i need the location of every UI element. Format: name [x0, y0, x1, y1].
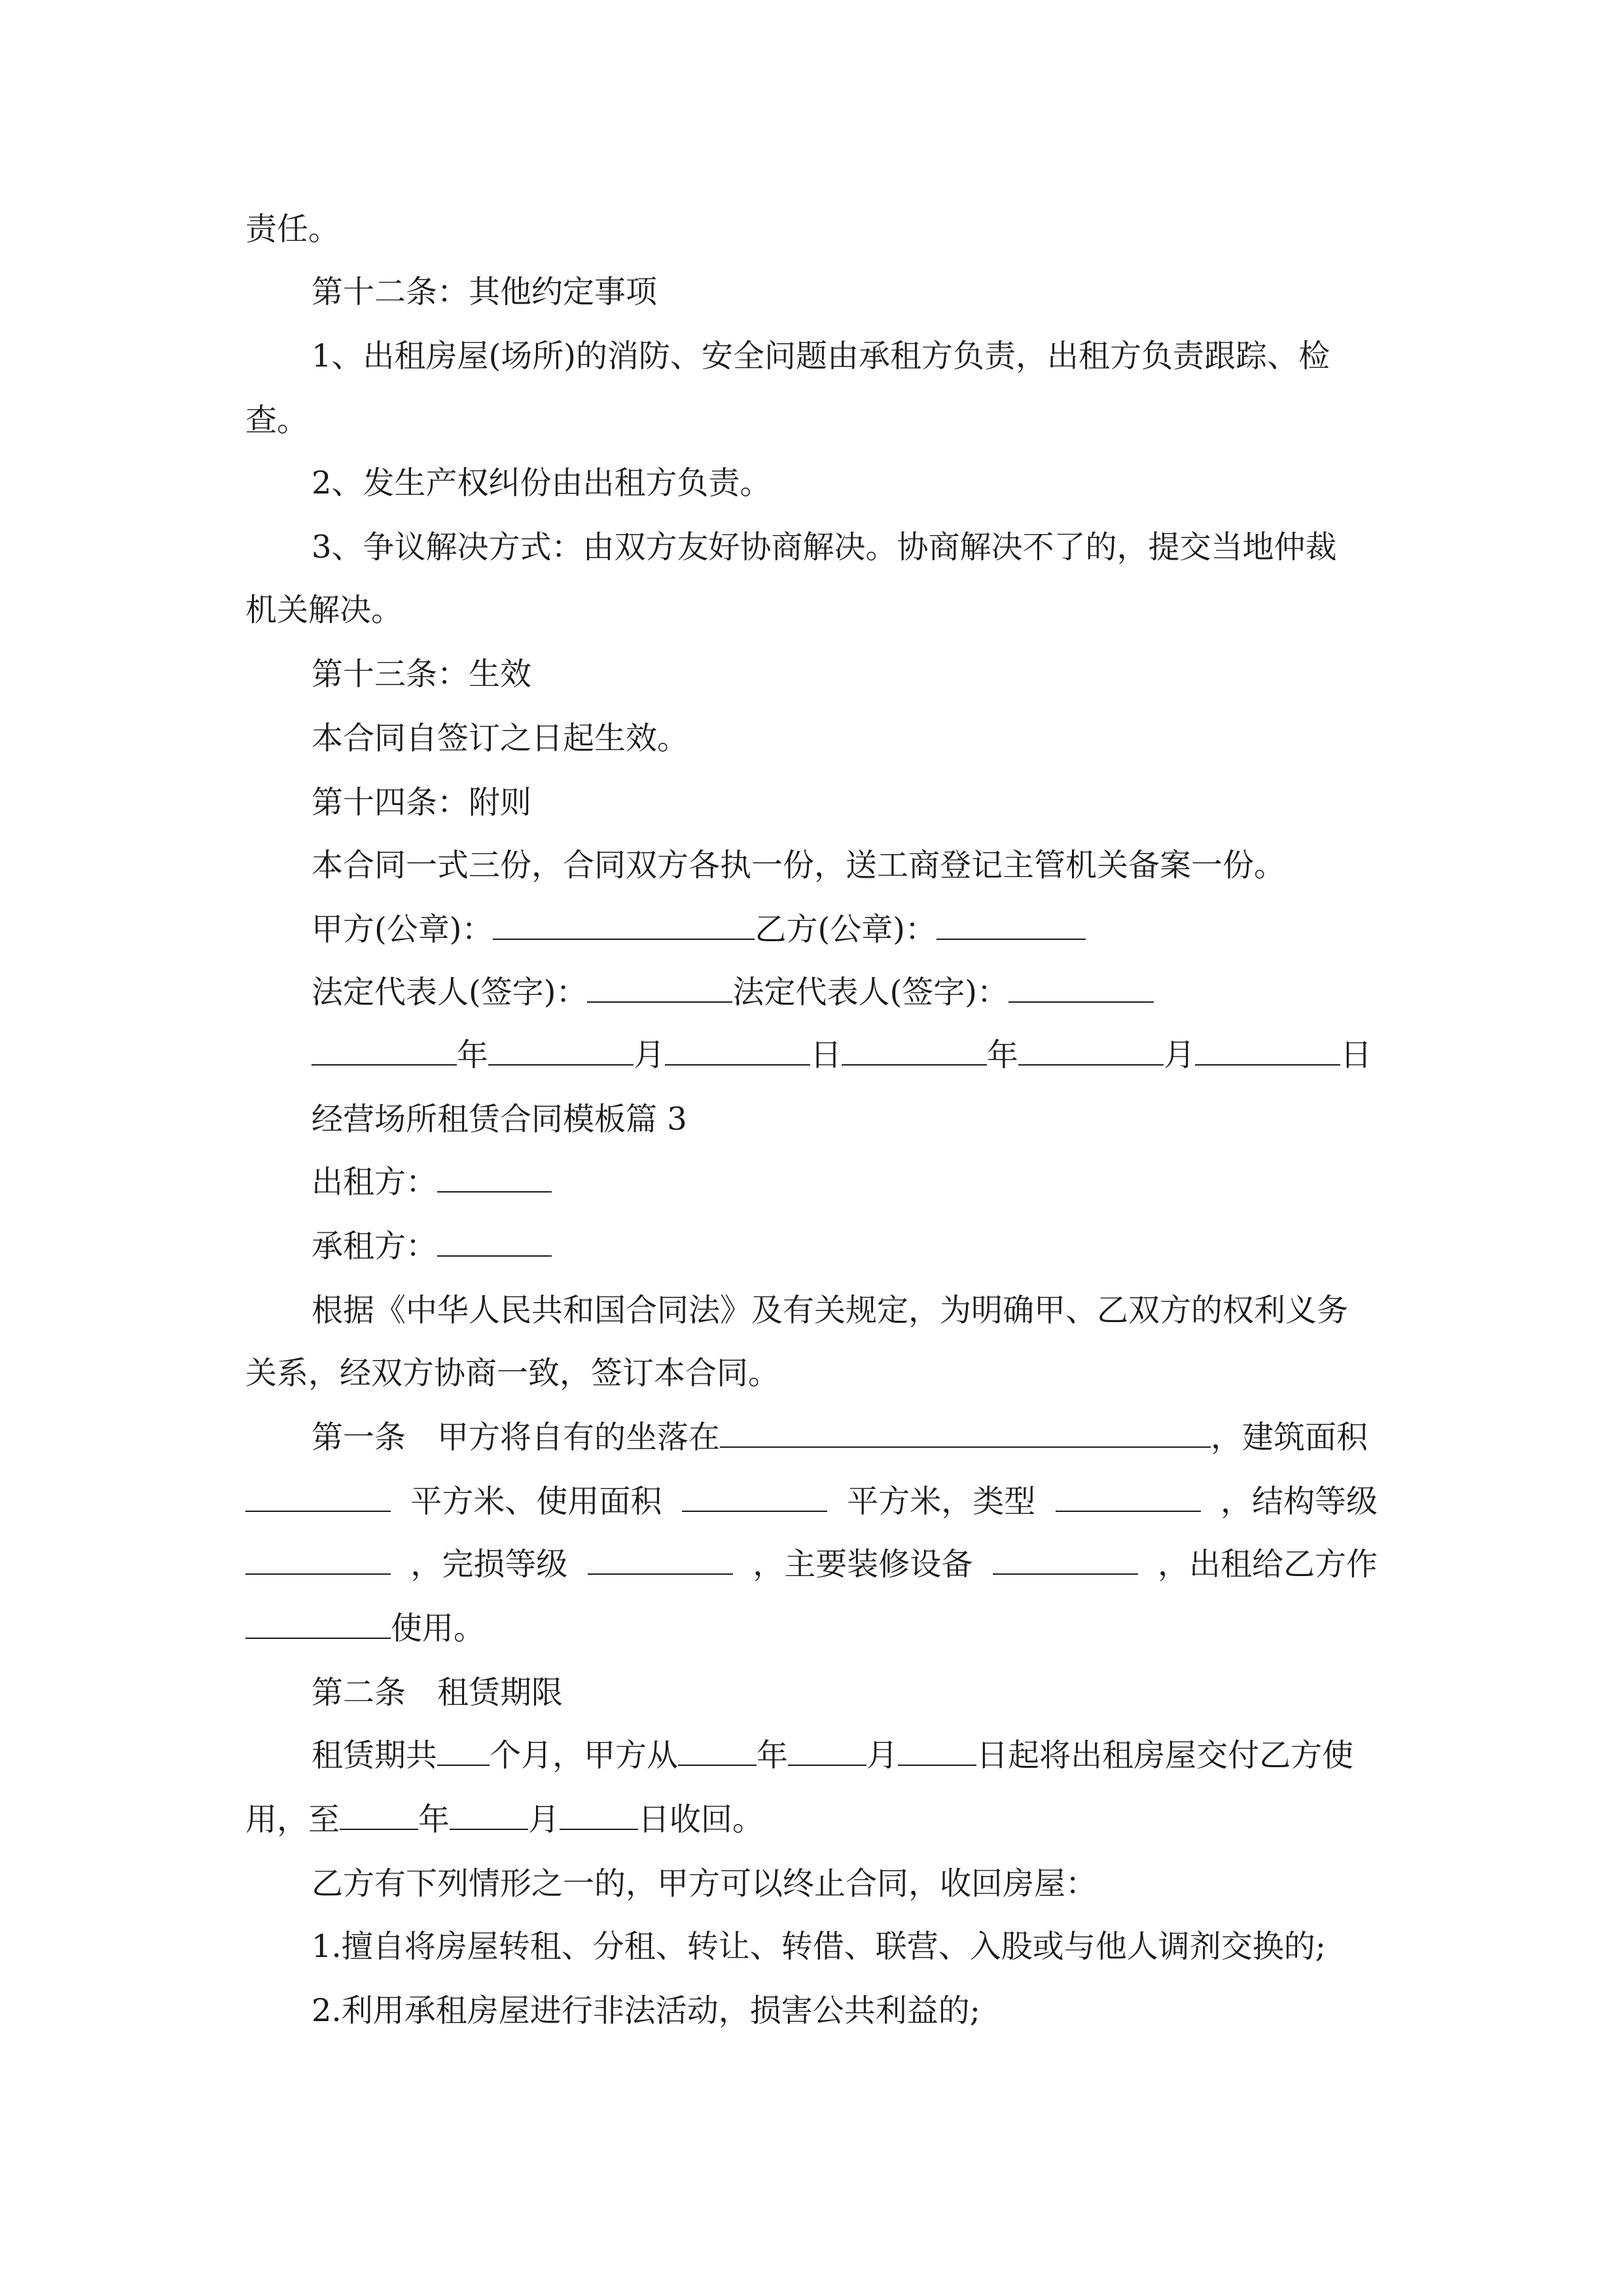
signature-seal-line — [0, 908, 1623, 950]
text: 关系，经双方协商一致，签订本合同。 — [245, 1355, 780, 1391]
text: 机关解决。 — [245, 592, 403, 628]
text-line — [0, 526, 1623, 568]
text: 第二条 租赁期限 — [312, 1674, 563, 1711]
lessee-label: 承租方： — [312, 1228, 438, 1265]
equipment-blank — [993, 1543, 1138, 1575]
lease-term-line — [0, 1734, 1623, 1776]
text-line — [0, 717, 1623, 759]
text: 个月，甲方从 — [490, 1737, 679, 1774]
text-line — [0, 589, 1623, 631]
location-blank — [720, 1416, 1211, 1448]
date-blank — [1018, 1034, 1164, 1066]
party-a-seal-label: 甲方(公章)： — [312, 911, 493, 948]
text: 1.擅自将房屋转租、分租、转让、转借、联营、入股或与他人调剂交换的; — [312, 1928, 1326, 1965]
start-day-blank — [898, 1734, 976, 1766]
date-blank — [842, 1034, 987, 1066]
document-title — [0, 1098, 1623, 1140]
text-line — [0, 1289, 1623, 1331]
text: 2、发生产权纠份由出租方负责。 — [312, 465, 772, 501]
text: 责任。 — [245, 211, 340, 247]
year-label: 年 — [987, 1037, 1019, 1073]
type-blank — [1056, 1480, 1201, 1512]
usable-area-blank — [682, 1480, 827, 1512]
text: 1、出租房屋(场所)的消防、安全问题由承租方负责，出租方负责跟踪、检 — [312, 338, 1330, 374]
section-heading-13 — [0, 653, 1623, 695]
date-blank — [1195, 1034, 1340, 1066]
usage-blank — [245, 1607, 391, 1639]
year-label: 年 — [418, 1801, 450, 1838]
text: 查。 — [245, 402, 309, 439]
article-1-line — [0, 1607, 1623, 1649]
text: 经营场所租赁合同模板篇 3 — [312, 1101, 687, 1138]
party-b-rep-label: 法定代表人(签字)： — [732, 974, 1008, 1011]
party-b-seal-blank — [936, 908, 1086, 940]
text: 使用。 — [391, 1610, 486, 1647]
text: 租赁期共 — [312, 1737, 438, 1774]
end-month-blank — [450, 1799, 528, 1830]
party-a-rep-label: 法定代表人(签字)： — [312, 974, 588, 1011]
start-month-blank — [788, 1734, 866, 1766]
text: ，完损等级 — [410, 1546, 568, 1583]
text: 平方米、使用面积 — [410, 1483, 662, 1520]
signature-rep-line — [0, 971, 1623, 1013]
grade-blank — [245, 1543, 391, 1575]
text: ，建筑面积 — [1211, 1419, 1368, 1456]
text-line — [0, 399, 1623, 441]
text: 平方米，类型 — [847, 1483, 1036, 1520]
months-blank — [437, 1734, 490, 1766]
text: 乙方有下列情形之一的，甲方可以终止合同，收回房屋： — [312, 1865, 1097, 1902]
lessee-line — [0, 1225, 1623, 1267]
start-year-blank — [678, 1734, 757, 1766]
date-blank — [488, 1034, 633, 1066]
lessee-blank — [437, 1225, 552, 1257]
text: 日起将出租房屋交付乙方使 — [976, 1737, 1354, 1774]
article-1-line — [245, 1480, 1378, 1522]
lease-term-line — [0, 1799, 1623, 1840]
date-blank — [665, 1034, 810, 1066]
day-label: 日 — [1340, 1037, 1372, 1073]
text: 本合同自签订之日起生效。 — [312, 720, 689, 757]
month-label: 月 — [866, 1737, 899, 1774]
list-item — [0, 1926, 1623, 1967]
text: 第十四条：附则 — [312, 784, 532, 821]
party-b-rep-blank — [1008, 971, 1154, 1003]
list-item — [0, 1990, 1623, 2032]
date-blank — [312, 1034, 457, 1066]
article-1-line — [0, 1416, 1623, 1458]
text: 日收回。 — [638, 1801, 764, 1838]
year-label: 年 — [457, 1037, 489, 1073]
lessor-line — [0, 1161, 1623, 1203]
text: ，出租给乙方作 — [1157, 1546, 1378, 1583]
text-line — [0, 462, 1623, 504]
month-label: 月 — [528, 1801, 560, 1838]
end-year-blank — [340, 1799, 418, 1830]
day-label: 日 — [810, 1037, 842, 1073]
text-line — [0, 208, 1623, 250]
text: 根据《中华人民共和国合同法》及有关规定，为明确甲、乙双方的权利义务 — [312, 1292, 1349, 1329]
text-line — [0, 1352, 1623, 1394]
text: 用，至 — [245, 1801, 340, 1838]
party-a-rep-blank — [587, 971, 732, 1003]
area-blank — [245, 1480, 391, 1512]
article-1-line — [245, 1543, 1378, 1585]
text: 2.利用承租房屋进行非法活动，损害公共利益的; — [312, 1992, 980, 2029]
text: ，结构等级 — [1220, 1483, 1378, 1520]
lessor-label: 出租方： — [312, 1164, 438, 1200]
end-day-blank — [560, 1799, 638, 1830]
text: 第一条 甲方将自有的坐落在 — [312, 1419, 721, 1456]
text-line — [0, 1863, 1623, 1905]
lessor-blank — [437, 1161, 552, 1193]
party-b-seal-label: 乙方(公章)： — [755, 911, 936, 948]
text-line — [0, 335, 1623, 377]
condition-blank — [588, 1543, 733, 1575]
text: 3、争议解决方式：由双方友好协商解决。协商解决不了的，提交当地仲裁 — [312, 529, 1337, 565]
date-line — [0, 1034, 1623, 1076]
section-heading-12 — [0, 271, 1623, 313]
section-heading-14 — [0, 781, 1623, 823]
text: 本合同一式三份，合同双方各执一份，送工商登记主管机关备案一份。 — [312, 847, 1286, 884]
article-2-heading — [0, 1672, 1623, 1713]
text: 第十二条：其他约定事项 — [312, 274, 658, 310]
year-label: 年 — [757, 1737, 789, 1774]
text: 第十三条：生效 — [312, 656, 532, 692]
party-a-seal-blank — [493, 908, 755, 940]
text: ，主要装修设备 — [753, 1546, 973, 1583]
month-label: 月 — [1164, 1037, 1196, 1073]
text-line — [0, 844, 1623, 886]
month-label: 月 — [633, 1037, 666, 1073]
